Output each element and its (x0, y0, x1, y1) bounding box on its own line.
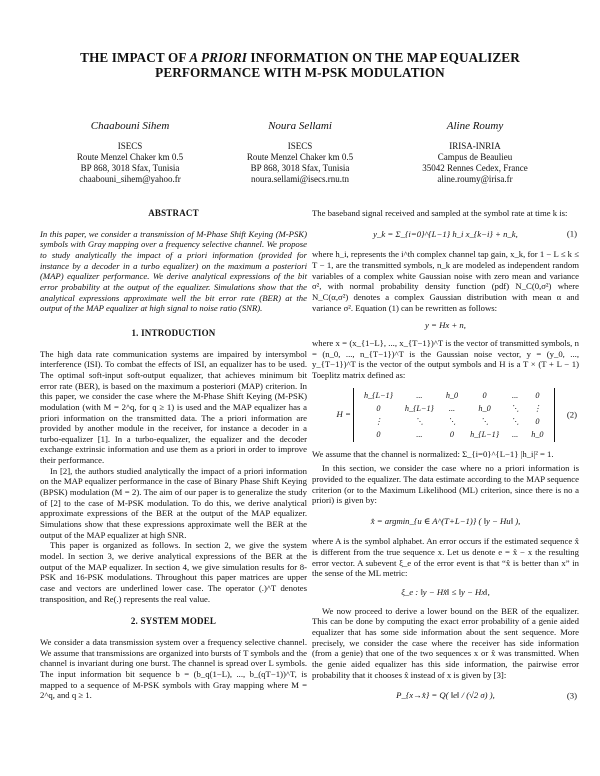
equation-1 (312, 223, 579, 246)
matrix-lhs: H = (336, 408, 351, 419)
matrix-cell: h_0 (478, 403, 491, 413)
author-name: Noura Sellami (268, 120, 332, 132)
equation-2-number: (2) (566, 409, 577, 420)
author-name: Aline Roumy (446, 120, 504, 132)
author-city: BP 868, 3018 Sfax, Tunisia (80, 163, 180, 173)
author-address: Route Menzel Chaker km 0.5 (246, 152, 354, 162)
equation-ml (312, 510, 579, 533)
title-line-2: PERFORMANCE WITH M-PSK MODULATION (155, 65, 445, 80)
author-block-3 (385, 121, 565, 185)
matrix-cell: ⋱ (447, 416, 457, 426)
matrix-cell: ⋮ (533, 403, 542, 413)
matrix-cell: h_{L−1} (470, 429, 500, 439)
matrix-cell: h_0 (445, 390, 459, 400)
paper-title (40, 50, 560, 80)
author-affiliation: ISECS (117, 141, 143, 151)
matrix-row (359, 403, 549, 414)
right-paragraph-2: where h_i, represents the i^th complex channel tap gain, x_k, for 1 − L ≤ k ≤ T − 1, are the transmitted symbols, n_k are modeled as independent random variables of a complex white Gaussian noise with zero mean and variance σ², with normal probability density function (pdf) N_C(0,σ²) where N_C(α,σ²) denotes a complex Gaussian distribution with mean α and variance σ². Equation (1) can be rewritten as follows: (312, 249, 579, 313)
matrix-cell: ⋱ (511, 403, 520, 413)
toeplitz-matrix (353, 388, 555, 442)
equation-subevent-body: ξ_e : ‖y − Hx̂‖ ≤ ‖y − Hx‖, (401, 587, 490, 598)
matrix-table (353, 388, 555, 442)
matrix-cell: ... (416, 429, 423, 439)
system-model-heading: 2. SYSTEM MODEL (130, 616, 217, 627)
matrix-cell: 0 (376, 429, 381, 439)
author-address: Campus de Beaulieu (437, 152, 513, 162)
author-email: aline.roumy@irisa.fr (437, 174, 513, 184)
matrix-cell: ... (416, 390, 423, 400)
system-paragraph-1: We consider a data transmission system over a frequency selective channel. We assume that transmissions are organized into bursts of T symbols and the channel is invariant during one burst. The channel is spread over L symbols. The input information bit sequence b = (b_q(1−L), ..., b_(qT−1))^T, is mapped to a sequence of M-PSK symbols with Gray mapping where M = 2^q, and q ≥ 1. (40, 636, 307, 701)
equation-1-body: y_k = Σ_{i=0}^{L−1} h_i x_{k−i} + n_k, (373, 228, 518, 239)
author-city: BP 868, 3018 Sfax, Tunisia (250, 163, 350, 173)
intro-heading: 1. INTRODUCTION (131, 327, 216, 338)
author-affiliation: ISECS (287, 141, 313, 151)
author-address: Route Menzel Chaker km 0.5 (76, 152, 184, 162)
abstract-text: In this paper, we consider a transmission of M-Phase Shift Keying (M-PSK) symbols with Gray mapping over a frequency selective channel. We propose to study analytically the impact of a priori information (provided for instance by a decoder in a turbo equalizer) on the maximum a posteriori (MAP) equalizer performance. We derive analytical expressions of the bit error probability at the output of the equalizer. Simulations show that the analytical expressions approximate well the bit error rate (BER) at the output of the MAP equalizer at high signal to noise ratio (SNR). (40, 228, 307, 314)
intro-paragraph-3: This paper is organized as follows. In section 2, we give the system model. In section 3, we derive analytical expressions of the BER at the output of the MAP equalizer. In section 4, we give simulation results for 8-PSK and 16-PSK modulations. Throughout this paper matrices are upper case and vectors are underlined lower case. The operator (.)^T denotes transposition, and Re(.) represents the real value. (40, 540, 307, 604)
right-paragraph-7: We now proceed to derive a lower bound on the BER of the equalizer. This can be done by computing the exact error probability of a genie aided equalizer that has some side information about the sent sequence. More precisely, we consider the case where the receiver has side information (from a genie) that one of the two sequences x or x̂ was transmitted. When the genie aided equalizer has this side information, the pairwise error probability that it chooses x̂ instead of x is given by [3]: (312, 605, 579, 680)
right-paragraph-4: We assume that the channel is normalized: Σ_{i=0}^{L−1} |h_i|² = 1. (312, 448, 554, 459)
matrix-cell: ⋮ (374, 416, 383, 426)
equation-vector-model (312, 317, 579, 334)
right-paragraph-1: The baseband signal received and sampled at the symbol rate at time k is: (312, 208, 568, 218)
matrix-cell: 0 (535, 390, 540, 400)
author-email: chaabouni_sihem@yahoo.fr (79, 174, 181, 184)
matrix-cell: ⋱ (480, 416, 489, 426)
matrix-cell: ... (448, 403, 456, 413)
equation-2 (312, 385, 579, 445)
matrix-cell: 0 (449, 429, 455, 439)
left-column (40, 208, 307, 701)
equation-vector-body: y = Hx + n, (425, 320, 466, 331)
equation-3-number: (3) (566, 690, 577, 701)
right-paragraph-6: where A is the symbol alphabet. An error occurs if the estimated sequence x̂ is different from the true sequence x. Let us denote e = x̂ − x the resulting error vector. A subevent ξ_e of the error event is that “x̂ is better than x” in the sense of the ML metric: (312, 536, 579, 579)
matrix-cell: ⋱ (511, 416, 520, 426)
author-block-1 (40, 121, 220, 185)
intro-paragraph-2: In [2], the authors studied analytically the impact of a priori information on the MAP equalizer performance in the case of Binary Phase Shift Keying (BPSK) modulation (M = 2). The aim of our paper is to generalize the study of [2] to the case of M-PSK modulation. To do this, we derive analytical approximate expressions of the BER at the output of the MAP equalizer. Simulations show that these expressions approximate well the BER at the output of the MAP equalizer at high SNR. (40, 465, 307, 540)
matrix-cell: 0 (376, 403, 381, 413)
right-paragraph-3: where x = (x_{1−L}, ..., x_{T−1})^T is the vector of transmitted symbols, n = (n_0, ..., n_{T−1})^T is the Gaussian noise vector, y = (y_0, ..., y_{T−1})^T is the vector of the output symbols and H is a T × (T + L − 1) Toeplitz matrix defined as: (312, 337, 579, 380)
matrix-cell: 0 (482, 390, 487, 400)
matrix-cell: h_{L−1} (363, 390, 393, 400)
author-block-2 (210, 121, 390, 185)
matrix-cell: ... (512, 390, 519, 400)
matrix-cell: h_{L−1} (404, 403, 434, 413)
matrix-row (359, 416, 549, 427)
equation-3-body: P_{x→x̂} = Q( ‖e‖ / (√2 σ) ), (396, 690, 495, 701)
matrix-cell: 0 (535, 416, 540, 426)
matrix-row (359, 429, 549, 440)
intro-paragraph-1: The high data rate communication systems are impaired by intersymbol interference (ISI). To combat the effects of ISI, an equalizer has to be used. The optimal soft-input soft-output equalizer, that achieves minimum bit error rate (BER), is based on the maximum a posteriori (MAP) criterion. In this paper, we consider the case where the M-Phase Shift Keying (M-PSK) modulation (with M = 2^q, for q ≥ 1) is used and the MAP equalizer has a priori information on the transmitted data. The a priori information are provided by another module in the receiver, for instance a decoder in a turbo-equalizer [1]. In a turbo-equalizer, the equalizer and the decoder exchange extrinsic information and use them as a priori in order to improve their performance. (40, 348, 307, 466)
equation-ml-body: x̂ = argmin_{u ∈ A^(T+L−1)} ( ‖y − Hu‖ ), (370, 515, 521, 526)
right-column (312, 208, 579, 711)
author-affiliation: IRISA-INRIA (449, 141, 501, 151)
author-name: Chaabouni Sihem (90, 120, 170, 132)
abstract-heading: ABSTRACT (148, 208, 199, 218)
equation-subevent (312, 583, 579, 602)
equation-3 (312, 684, 579, 707)
title-line-1: THE IMPACT OF A PRIORI INFORMATION ON THE MAP EQUALIZER (80, 50, 520, 65)
author-email: noura.sellami@isecs.rnu.tn (250, 174, 349, 184)
matrix-cell: h_0 (531, 429, 544, 439)
matrix-row (359, 390, 549, 401)
matrix-cell: ⋱ (415, 416, 424, 426)
equation-1-number: (1) (566, 228, 577, 239)
right-paragraph-5: In this section, we consider the case where no a priori information is provided to the equalizer. The data estimate according to the MAP sequence criterion (or to the Maximum Likelihood (ML) criterion, since there is no a priori) is given by: (312, 463, 579, 506)
matrix-cell: ... (512, 429, 519, 439)
author-city: 35042 Rennes Cedex, France (422, 163, 528, 173)
